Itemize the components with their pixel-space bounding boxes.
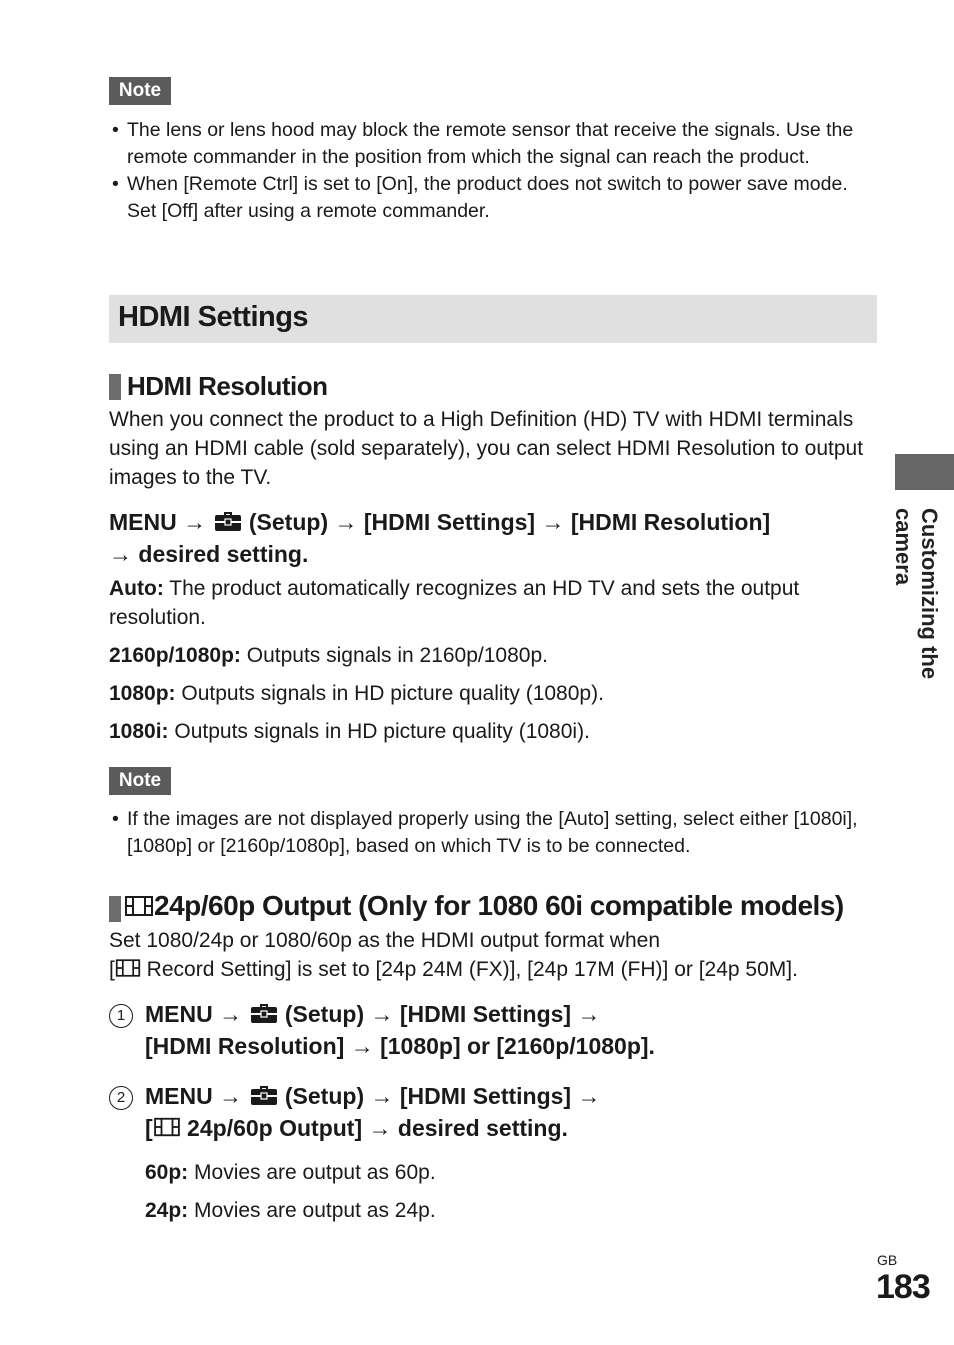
toolbox-icon: [213, 509, 243, 533]
hdmi-resolution-intro: When you connect the product to a High Definition (HD) TV with HDMI terminals using an HDMI cable (sold separately), you can select HDMI Resolution to output images to the TV.: [109, 408, 864, 489]
chapter-tab: [895, 454, 954, 490]
toolbox-icon: [249, 1001, 279, 1025]
subheading-marker: [109, 374, 121, 400]
option-label: 1080i:: [109, 720, 169, 743]
option-label: 60p:: [145, 1161, 189, 1184]
option-desc: Movies are output as 24p.: [188, 1199, 436, 1222]
option-label: 2160p/1080p:: [109, 644, 241, 667]
note-bullet: • If the images are not displayed properly using the [Auto] setting, select either [1080i], [1080p] or [2160p/1080p], based on which TV is to be connected.: [112, 806, 882, 860]
option-label: 1080p:: [109, 682, 176, 705]
note-bullet: • When [Remote Ctrl] is set to [On], the product does not switch to power save mode. Set [Off] after using a remote commander.: [112, 171, 882, 225]
menu-path-text: MENU → (Setup) → [HDMI Settings] →: [145, 1083, 601, 1109]
toolbox-icon: [249, 1083, 279, 1107]
step-text: 24p/60p Output] → desired setting.: [180, 1115, 568, 1141]
option-label: Auto:: [109, 577, 164, 600]
option-60p: [145, 1158, 436, 1187]
subheading-marker: [109, 896, 121, 922]
option-24p: [145, 1196, 436, 1225]
step-1-line1: [145, 998, 600, 1030]
step-1: [109, 998, 133, 1030]
output-intro-line2: [109, 955, 879, 984]
menu-path-line2: → desired setting.: [109, 541, 309, 567]
film-icon: [124, 894, 154, 918]
note-bullet: • The lens or lens hood may block the remote sensor that receive the signals. Use the remote commander in the position from which the signal can reach the product.: [112, 117, 882, 171]
note-list: [112, 806, 882, 860]
note-badge: Note: [109, 77, 171, 105]
output-intro-line1: Set 1080/24p or 1080/60p as the HDMI output format when: [109, 929, 661, 952]
step-2-line1: [145, 1080, 600, 1112]
menu-path-text: MENU → (Setup) → [HDMI Settings] →: [145, 1001, 601, 1027]
region-code: GB: [877, 1252, 898, 1268]
menu-path-hdmi-resolution: [109, 506, 889, 538]
step-1-line2: [HDMI Resolution] → [1080p] or [2160p/1080p].: [145, 1033, 655, 1059]
subheading-24p-60p-output: [124, 890, 844, 922]
chapter-label: Customizing the camera: [891, 508, 942, 680]
option-1080i: [109, 717, 590, 746]
option-label: 24p:: [145, 1199, 189, 1222]
subheading-hdmi-resolution: HDMI Resolution: [127, 371, 328, 401]
bracket: [: [109, 958, 115, 981]
option-desc: Outputs signals in HD picture quality (1080i).: [168, 720, 590, 743]
subheading-text: 24p/60p Output (Only for 1080 60i compatible models): [154, 890, 844, 921]
note-list: [112, 117, 882, 225]
option-desc: Movies are output as 60p.: [188, 1161, 436, 1184]
option-2160p-1080p: [109, 641, 548, 670]
menu-path-text: MENU → (Setup) → [HDMI Settings] → [HDMI Resolution]: [109, 509, 771, 535]
note-badge: Note: [109, 767, 171, 795]
step-2: [109, 1080, 133, 1112]
intro-text: Record Setting] is set to [24p 24M (FX)], [24p 17M (FH)] or [24p 50M].: [140, 958, 798, 981]
step-number: 2: [109, 1086, 133, 1110]
option-1080p: [109, 679, 604, 708]
option-desc: Outputs signals in 2160p/1080p.: [240, 644, 548, 667]
step-number: 1: [109, 1004, 133, 1028]
option-auto: [109, 574, 879, 632]
option-desc: The product automatically recognizes an HD TV and sets the output resolution.: [109, 577, 800, 629]
step-2-line2: [145, 1112, 568, 1144]
bracket: [: [145, 1115, 153, 1141]
section-title: HDMI Settings: [118, 301, 309, 333]
option-desc: Outputs signals in HD picture quality (1080p).: [175, 682, 604, 705]
film-icon: [115, 957, 141, 979]
page-number: 183: [876, 1268, 930, 1306]
film-icon: [153, 1116, 181, 1138]
